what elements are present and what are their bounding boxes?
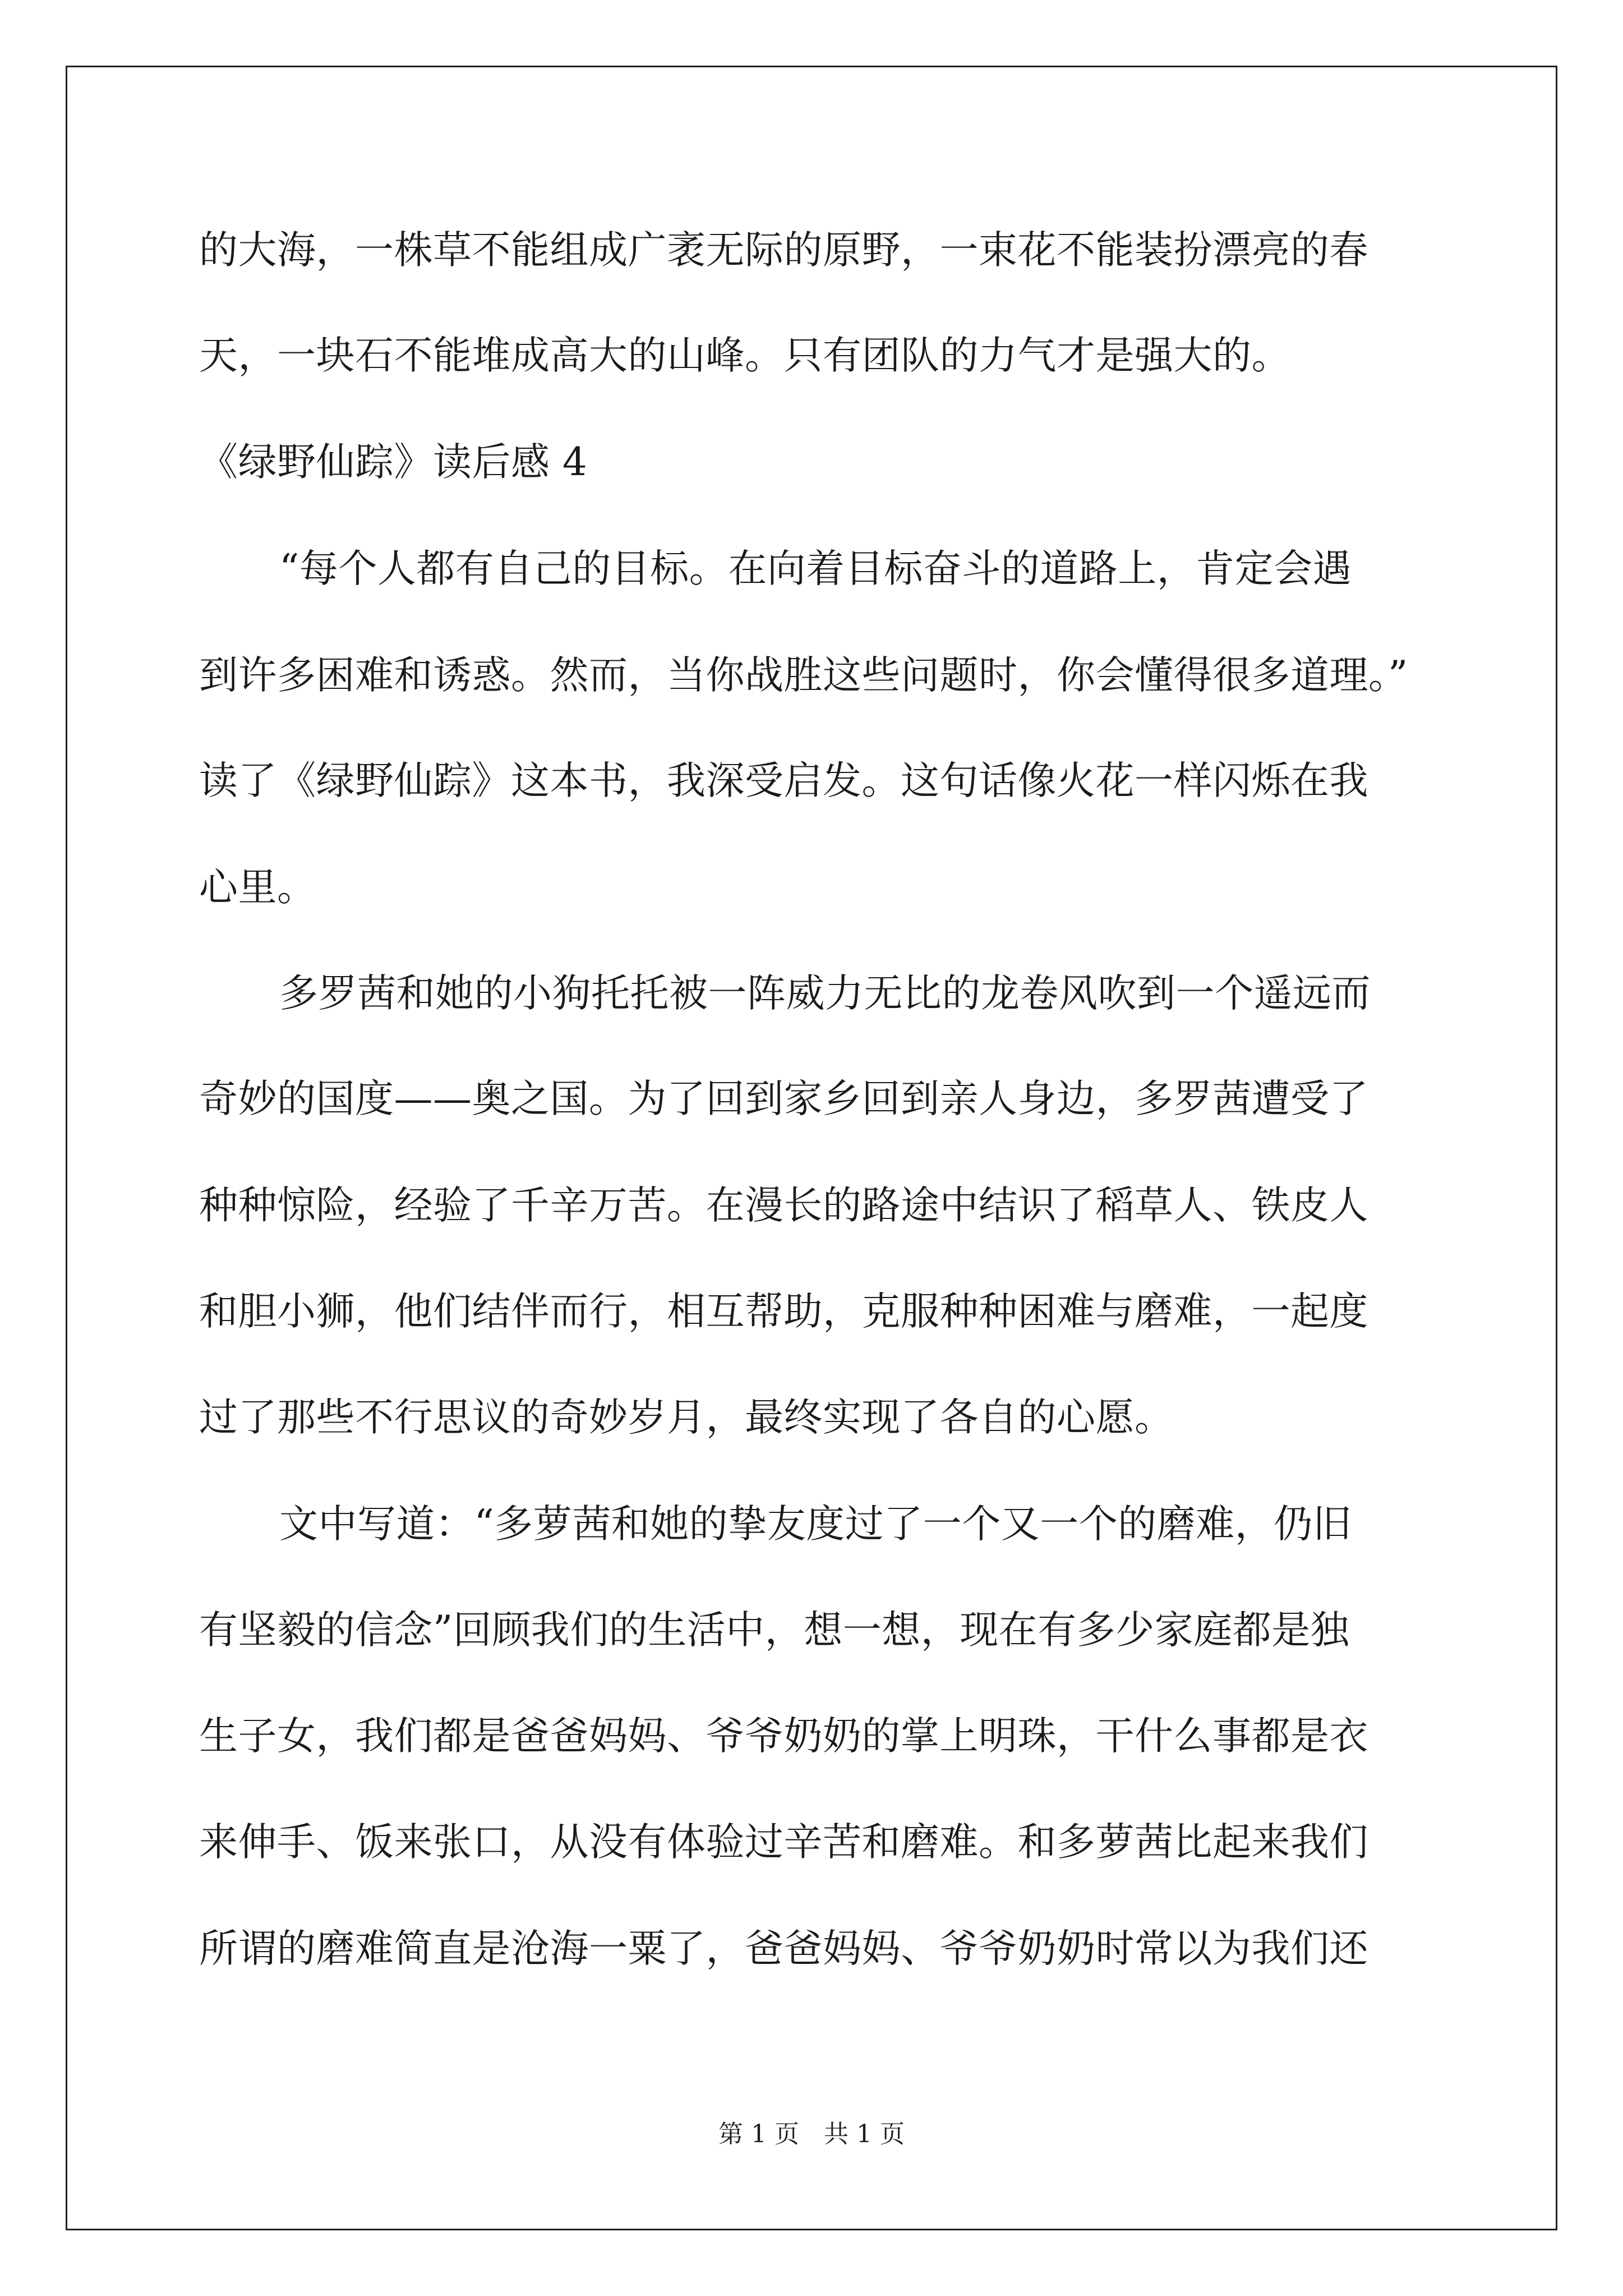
page-border	[66, 66, 1557, 2230]
text-line: 读了《绿野仙踪》这本书，我深受启发。这句话像火花一样闪烁在我	[199, 758, 1368, 803]
text-line: 生子女，我们都是爸爸妈妈、爷爷奶奶的掌上明珠，干什么事都是衣	[199, 1714, 1368, 1759]
text-line: 有坚毅的信念”回顾我们的生活中，想一想，现在有多少家庭都是独	[199, 1608, 1350, 1653]
text-line: 过了那些不行思议的奇妙岁月，最终实现了各自的心愿。	[199, 1395, 1174, 1440]
text-line: 种种惊险，经验了千辛万苦。在漫长的路途中结识了稻草人、铁皮人	[199, 1183, 1368, 1228]
paragraph-first-line: 文中写道：“多萝茜和她的挚友度过了一个又一个的磨难，仍旧	[279, 1502, 1352, 1547]
text-line: 和胆小狮，他们结伴而行，相互帮助，克服种种困难与磨难，一起度	[199, 1289, 1368, 1334]
text-line: 天，一块石不能堆成高大的山峰。只有团队的力气才是强大的。	[199, 333, 1290, 378]
text-line: 所谓的磨难简直是沧海一粟了，爸爸妈妈、爷爷奶奶时常以为我们还	[199, 1926, 1368, 1971]
text-line: 奇妙的国度——奥之国。为了回到家乡回到亲人身边，多罗茜遭受了	[199, 1076, 1368, 1121]
text-line: 到许多困难和诱惑。然而，当你战胜这些问题时，你会懂得很多道理。”	[199, 653, 1408, 698]
text-line: 的大海，一株草不能组成广袤无际的原野，一束花不能装扮漂亮的春	[199, 228, 1368, 273]
text-line: 心里。	[199, 865, 316, 910]
page-number-footer: 第 1 页 共 1 页	[718, 2120, 905, 2148]
text-line: 来伸手、饭来张口，从没有体验过辛苦和磨难。和多萝茜比起来我们	[199, 1820, 1368, 1865]
paragraph-first-line: “每个人都有自己的目标。在向着目标奋斗的道路上，肯定会遇	[279, 546, 1352, 591]
paragraph-first-line: 多罗茜和她的小狗托托被一阵威力无比的龙卷风吹到一个遥远而	[279, 971, 1371, 1016]
section-heading: 《绿野仙踪》读后感 4	[199, 440, 588, 485]
